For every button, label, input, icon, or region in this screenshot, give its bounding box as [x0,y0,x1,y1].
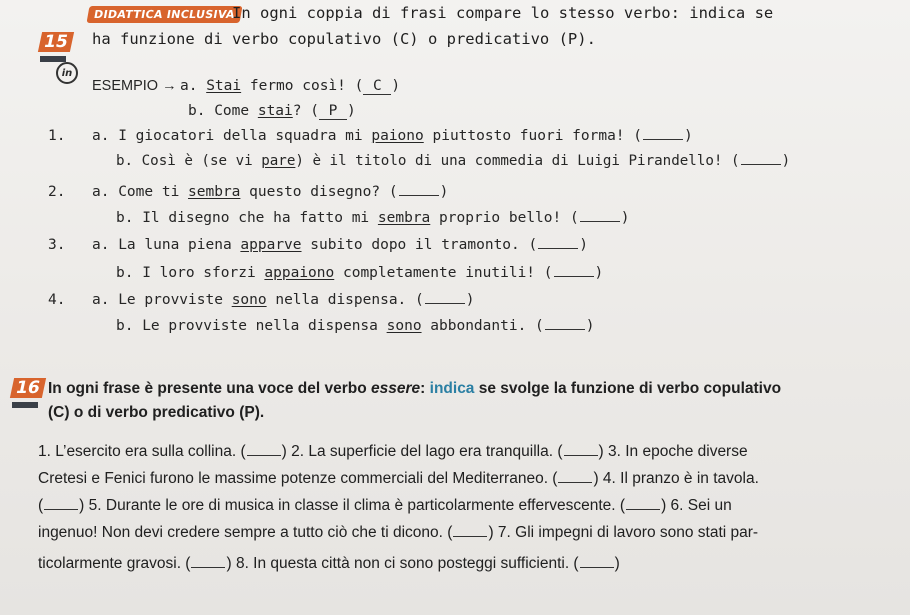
ex16-line-5: ticolarmente gravosi. ( ) 8. In questa città non ci sono posteggi sufficienti. ( ) [38,555,620,572]
ex16-line-4: ingenuo! Non devi credere sempre a tutto ciò che ti dicono. ( ) 7. Gli impegni di lavoro sono stati par- [38,524,759,541]
exercise-15-title-line1: In ogni coppia di frasi compare lo stesso verbo: indica se [232,4,774,22]
item-4a: a. Le provviste sono nella dispensa. ( ) [92,292,475,308]
ex16-blank-6[interactable] [453,526,487,537]
ex16-line-2: Cretesi e Fenici furono le massime potenze commerciali del Mediterraneo. ( ) 4. Il pranzo è in tavola. [38,470,759,487]
ex16-blank-3[interactable] [558,472,592,483]
exercise-15-title-line2: ha funzione di verbo copulativo (C) o predicativo (P). [92,30,596,48]
example-b: b. Come stai? ( P ) [188,103,356,119]
ex16-blank-5[interactable] [626,499,660,510]
ex16-blank-2[interactable] [564,445,598,456]
exercise-15-marker-bar [40,56,66,62]
exercise-16-title-line1: In ogni frase è presente una voce del verbo essere: indica se svolge la funzione di verbo copulativo [48,380,782,397]
answer-blank-3a[interactable] [538,238,578,249]
ex16-blank-1[interactable] [247,445,281,456]
inclusive-icon: in [56,62,78,84]
answer-blank-1b[interactable] [741,154,781,165]
ex16-line-1: 1. L’esercito era sulla collina. ( ) 2. La superficie del lago era tranquilla. ( ) 3. In epoche diverse [38,443,748,460]
ex16-blank-4[interactable] [44,499,78,510]
example-b-answer: P [319,103,347,120]
exercise-16-number: 16 [10,378,46,398]
item-1b: b. Così è (se vi pare) è il titolo di una commedia di Luigi Pirandello! ( ) [116,153,791,169]
ex16-line-3: ( ) 5. Durante le ore di musica in classe il clima è particolarmente effervescente. ( ) 6. Sei un [38,497,732,514]
ex16-blank-7[interactable] [191,557,225,568]
item-2a: a. Come ti sembra questo disegno? ( ) [92,184,449,200]
answer-blank-2b[interactable] [580,211,620,222]
answer-blank-3b[interactable] [554,266,594,277]
exercise-15-number: 15 [38,32,74,52]
answer-blank-2a[interactable] [399,185,439,196]
didattica-inclusiva-badge: DIDATTICA INCLUSIVA [87,6,243,23]
example-a: a. Stai fermo così! ( C ) [180,78,401,94]
item-3b: b. I loro sforzi appaiono completamente inutili! ( ) [116,265,604,281]
answer-blank-4a[interactable] [425,293,465,304]
ex16-blank-8[interactable] [580,557,614,568]
answer-blank-1a[interactable] [643,129,683,140]
item-2b: b. Il disegno che ha fatto mi sembra proprio bello! ( ) [116,210,630,226]
item-4-number: 4. [48,292,66,308]
example-label: ESEMPIO → [92,78,177,94]
item-4b: b. Le provviste nella dispensa sono abbondanti. ( ) [116,318,595,334]
item-3-number: 3. [48,237,66,253]
item-3a: a. La luna piena apparve subito dopo il tramonto. ( ) [92,237,588,253]
exercise-16-marker-bar [12,402,38,408]
item-2-number: 2. [48,184,66,200]
example-a-answer: C [363,78,391,95]
item-1a: a. I giocatori della squadra mi paiono piuttosto fuori forma! ( ) [92,128,693,144]
item-1-number: 1. [48,128,66,144]
answer-blank-4b[interactable] [545,319,585,330]
exercise-16-title-line2: (C) o di verbo predicativo (P). [48,404,265,421]
